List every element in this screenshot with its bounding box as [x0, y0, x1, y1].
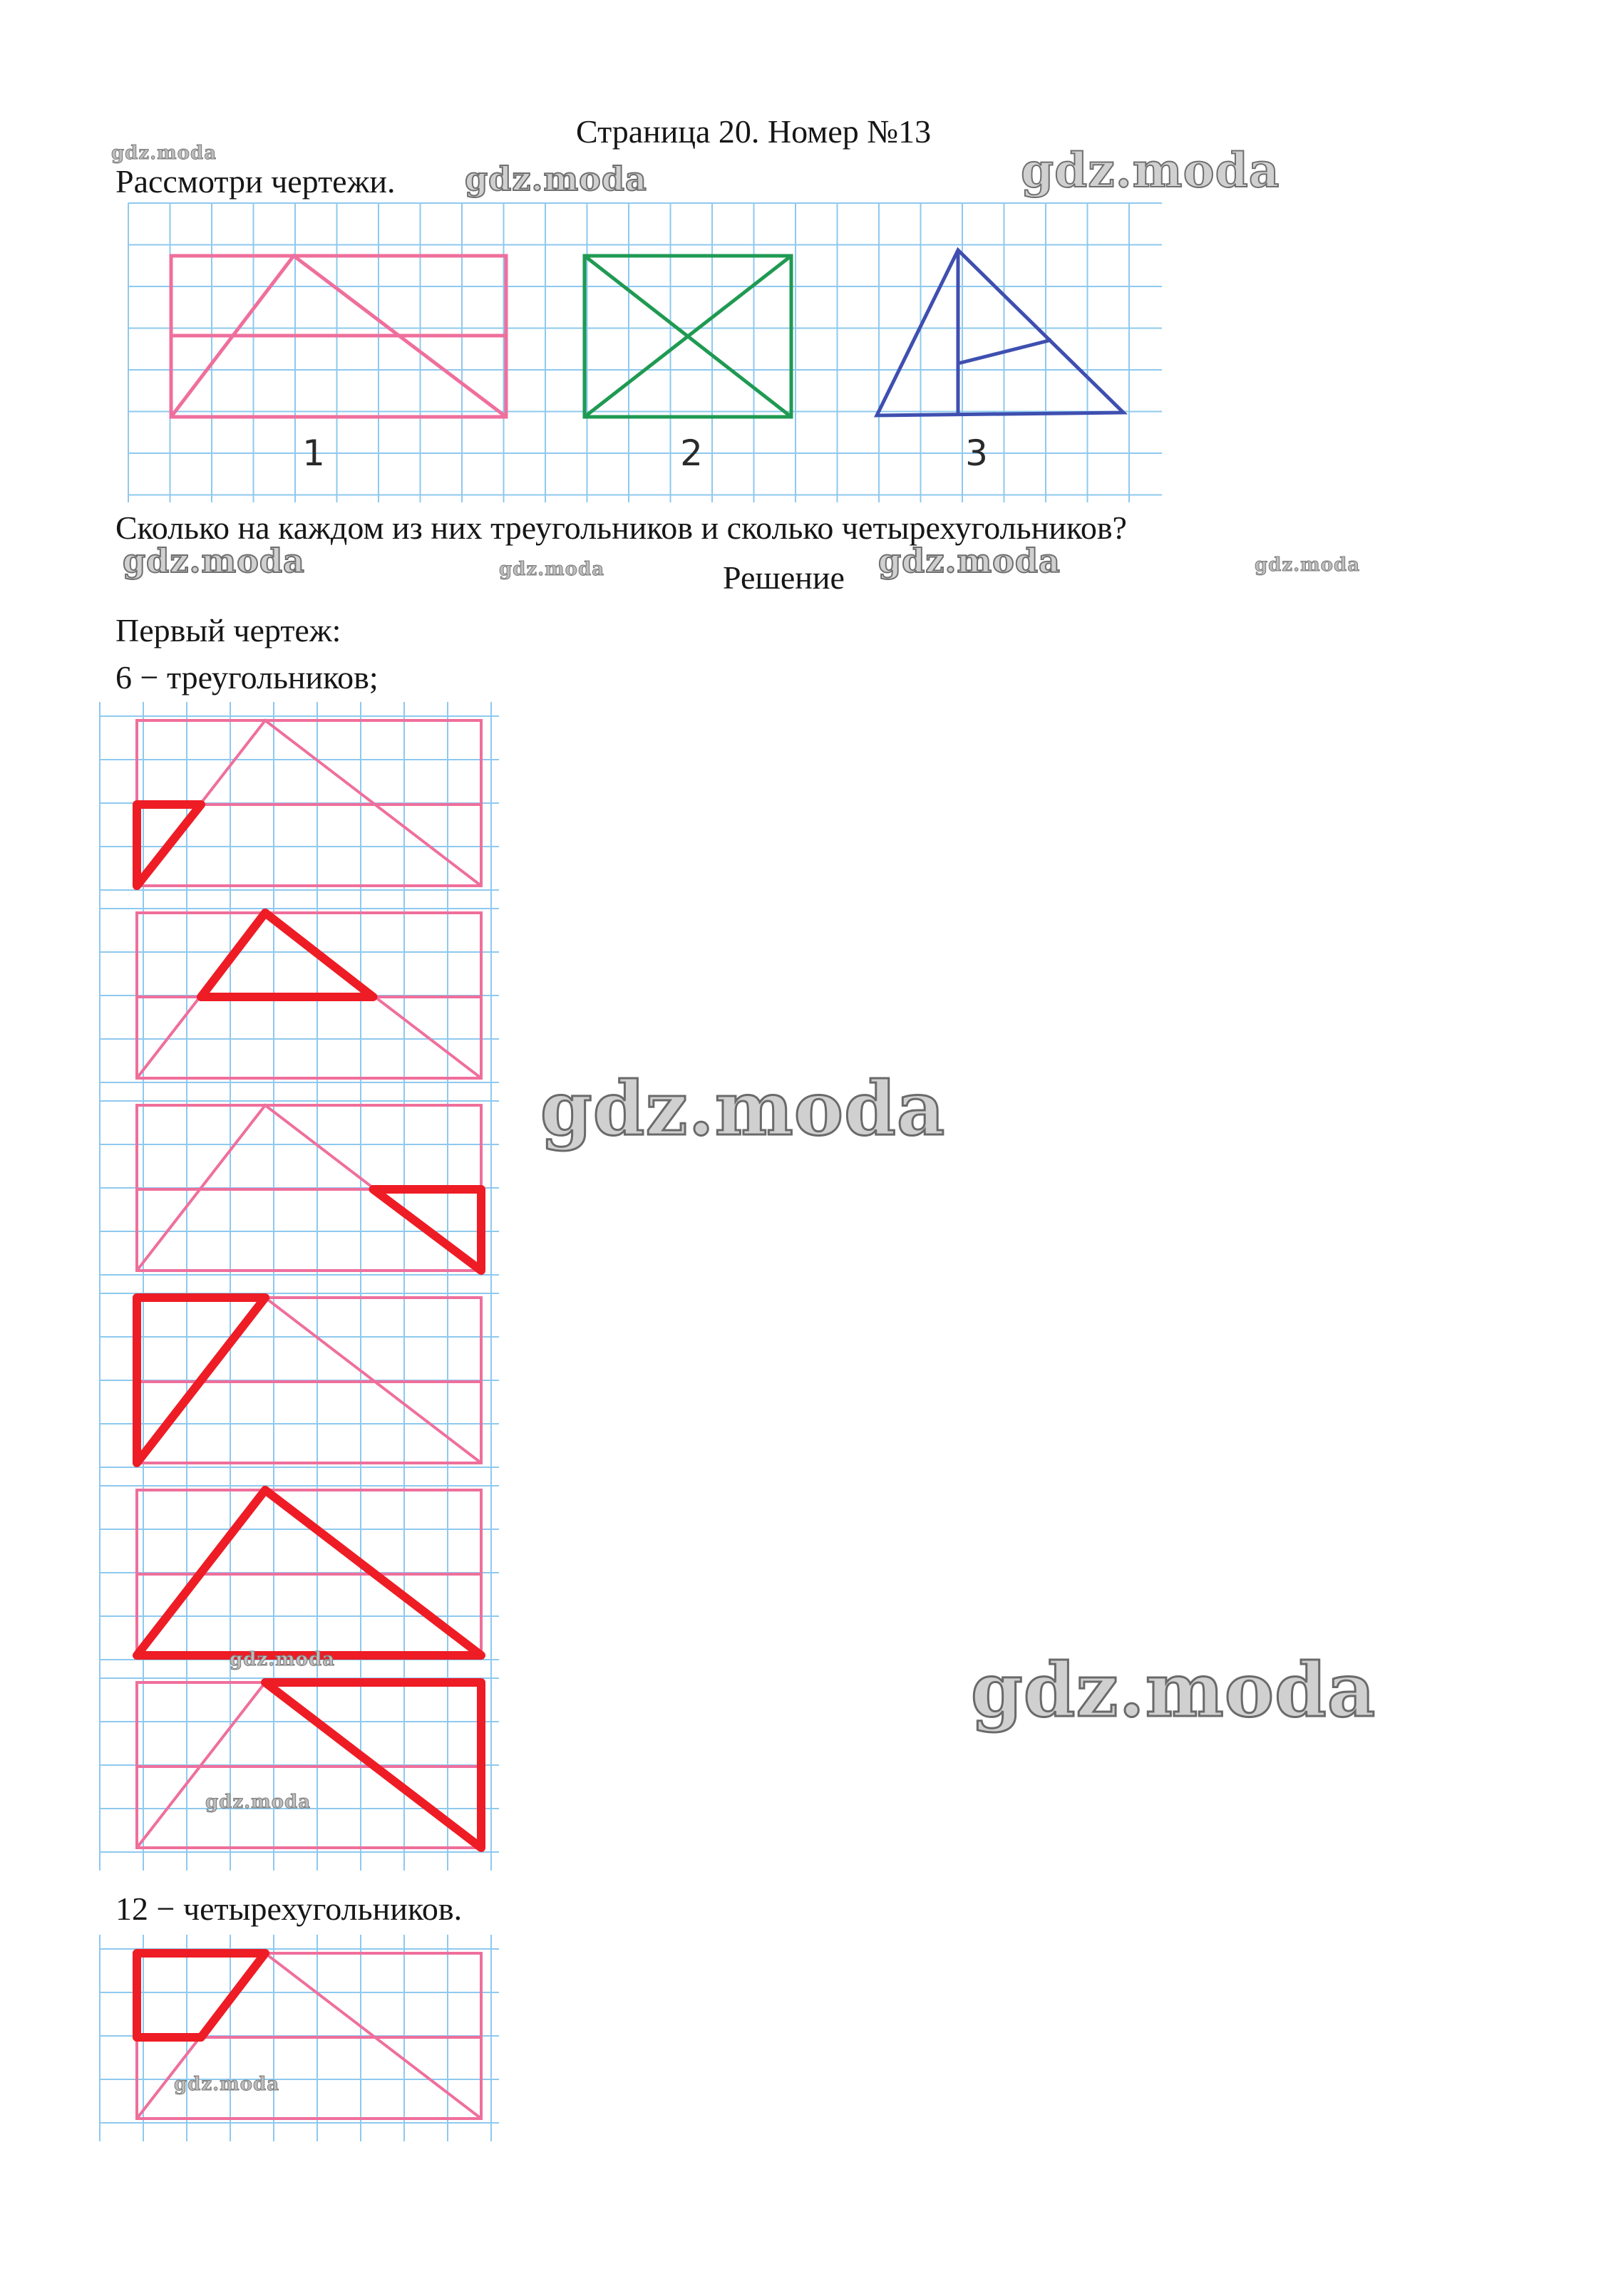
watermark: gdz.moda [878, 542, 1061, 580]
triangle-panel-2 [100, 894, 485, 1101]
triangle-panel-1 [100, 702, 485, 909]
task-question: Сколько на каждом из них треугольников и сколько четырехугольников? [115, 510, 1127, 546]
triangles-count: 6 − треугольников; [115, 659, 379, 695]
watermark: gdz.moda [540, 1065, 946, 1152]
page-title: Страница 20. Номер №13 [576, 113, 932, 150]
quad-panel-1 [100, 1935, 485, 2141]
highlighted-shape [201, 913, 374, 997]
figure-1-label: 1 [302, 433, 325, 474]
triangle-panel-5 [100, 1472, 485, 1678]
highlighted-shape [374, 1189, 482, 1271]
watermark: gdz.moda [1255, 554, 1361, 576]
triangle-panel-3 [100, 1087, 485, 1293]
watermark: gdz.moda [465, 160, 647, 198]
watermark: gdz.moda [174, 2074, 280, 2095]
figure-2-label: 2 [680, 433, 703, 474]
task-instruction: Рассмотри чертежи. [115, 163, 396, 200]
watermark: gdz.moda [123, 542, 305, 580]
watermark: gdz.moda [1021, 143, 1280, 198]
figure-3-label: 3 [965, 433, 988, 474]
watermark: gdz.moda [499, 559, 605, 580]
watermark: gdz.moda [971, 1646, 1376, 1734]
highlighted-shape [137, 1953, 265, 2037]
watermark: gdz.moda [205, 1791, 312, 1813]
solution-heading: Решение [723, 559, 845, 596]
task-figure [128, 203, 1162, 502]
watermark: gdz.moda [111, 143, 217, 164]
triangle-panel-6 [100, 1664, 485, 1871]
first-drawing-label: Первый чертеж: [115, 612, 341, 648]
triangle-panel-4 [100, 1279, 485, 1486]
watermark: gdz.moda [230, 1649, 336, 1670]
highlighted-shape [137, 805, 201, 886]
quads-count: 12 − четырехугольников. [115, 1891, 463, 1927]
figure-3-triangle [877, 250, 1123, 415]
